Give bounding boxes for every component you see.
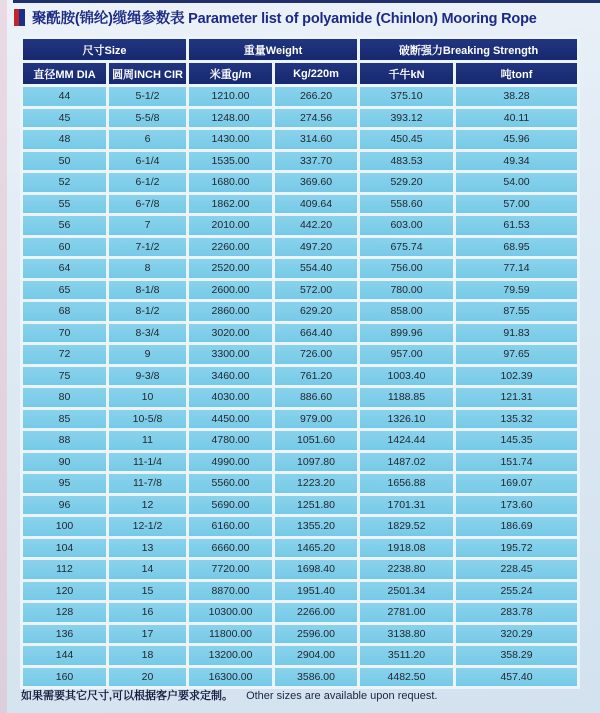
table-cell: 54.00	[456, 173, 577, 192]
table-cell: 756.00	[360, 259, 453, 278]
footer-note	[21, 687, 590, 703]
table-cell: 61.53	[456, 216, 577, 235]
table-cell: 91.83	[456, 324, 577, 343]
table-cell: 2501.34	[360, 582, 453, 601]
table-cell: 2260.00	[189, 238, 272, 257]
table-cell: 45.96	[456, 130, 577, 149]
table-cell: 497.20	[275, 238, 357, 257]
table-cell: 358.29	[456, 646, 577, 665]
rope-parameter-table	[20, 36, 580, 689]
table-cell: 558.60	[360, 195, 453, 214]
table-cell: 173.60	[456, 496, 577, 515]
table-row	[23, 302, 577, 321]
table-cell: 68.95	[456, 238, 577, 257]
table-cell: 88	[23, 431, 106, 450]
table-cell: 60	[23, 238, 106, 257]
table-cell: 899.96	[360, 324, 453, 343]
table-cell: 337.70	[275, 152, 357, 171]
table-row	[23, 216, 577, 235]
table-cell: 266.20	[275, 87, 357, 106]
table-cell: 68	[23, 302, 106, 321]
table-cell: 6-1/4	[109, 152, 186, 171]
table-cell: 1680.00	[189, 173, 272, 192]
table-row	[23, 388, 577, 407]
table-cell: 95	[23, 474, 106, 493]
column-header-cell: 千牛kN	[360, 63, 453, 84]
table-cell: 104	[23, 539, 106, 558]
table-cell: 1535.00	[189, 152, 272, 171]
table-row	[23, 539, 577, 558]
table-cell: 664.40	[275, 324, 357, 343]
table-cell: 4030.00	[189, 388, 272, 407]
table-cell: 5-5/8	[109, 109, 186, 128]
table-cell: 11800.00	[189, 625, 272, 644]
table-cell: 75	[23, 367, 106, 386]
table-row	[23, 646, 577, 665]
table-cell: 8-1/8	[109, 281, 186, 300]
table-cell: 2238.80	[360, 560, 453, 579]
table-cell: 483.53	[360, 152, 453, 171]
table-cell: 2904.00	[275, 646, 357, 665]
table-cell: 11-7/8	[109, 474, 186, 493]
table-cell: 1656.88	[360, 474, 453, 493]
table-cell: 57.00	[456, 195, 577, 214]
table-row	[23, 410, 577, 429]
table-cell: 726.00	[275, 345, 357, 364]
table-cell: 979.00	[275, 410, 357, 429]
table-cell: 160	[23, 668, 106, 687]
table-cell: 3511.20	[360, 646, 453, 665]
table-cell: 4482.50	[360, 668, 453, 687]
table-cell: 442.20	[275, 216, 357, 235]
table-cell: 8-3/4	[109, 324, 186, 343]
table-row	[23, 281, 577, 300]
table-cell: 6	[109, 130, 186, 149]
table-cell: 1051.60	[275, 431, 357, 450]
table-row	[23, 560, 577, 579]
table-cell: 10	[109, 388, 186, 407]
table-cell: 8-1/2	[109, 302, 186, 321]
table-cell: 283.78	[456, 603, 577, 622]
table-cell: 529.20	[360, 173, 453, 192]
table-cell: 274.56	[275, 109, 357, 128]
table-cell: 675.74	[360, 238, 453, 257]
table-cell: 1248.00	[189, 109, 272, 128]
table-cell: 1951.40	[275, 582, 357, 601]
page-title	[32, 7, 537, 28]
table-cell: 50	[23, 152, 106, 171]
table-cell: 2781.00	[360, 603, 453, 622]
table-cell: 8870.00	[189, 582, 272, 601]
table-cell: 45	[23, 109, 106, 128]
column-header-row	[23, 63, 577, 84]
title-marker-icon	[14, 9, 25, 26]
table-row	[23, 173, 577, 192]
table-cell: 18	[109, 646, 186, 665]
table-cell: 2266.00	[275, 603, 357, 622]
table-cell: 14	[109, 560, 186, 579]
column-header-cell: 圆周INCH CIR	[109, 63, 186, 84]
table-cell: 120	[23, 582, 106, 601]
table-cell: 6660.00	[189, 539, 272, 558]
group-header-cell: 重量Weight	[189, 39, 357, 60]
table-cell: 97.65	[456, 345, 577, 364]
table-row	[23, 238, 577, 257]
table-cell: 1487.02	[360, 453, 453, 472]
table-row	[23, 345, 577, 364]
table-cell: 9	[109, 345, 186, 364]
table-cell: 96	[23, 496, 106, 515]
table-row	[23, 453, 577, 472]
footer-note-en: Other sizes are available upon request.	[246, 690, 438, 702]
page-top-rule	[13, 0, 600, 3]
table-cell: 20	[109, 668, 186, 687]
table-cell: 13	[109, 539, 186, 558]
column-header-cell: 直径MM DIA	[23, 63, 106, 84]
table-cell: 136	[23, 625, 106, 644]
table-cell: 49.34	[456, 152, 577, 171]
table-cell: 85	[23, 410, 106, 429]
table-cell: 145.35	[456, 431, 577, 450]
table-cell: 3138.80	[360, 625, 453, 644]
table-cell: 369.60	[275, 173, 357, 192]
table-row	[23, 367, 577, 386]
column-header-cell: Kg/220m	[275, 63, 357, 84]
footer-note-zh: 如果需要其它尺寸,可以根据客户要求定制。	[21, 690, 234, 702]
table-row	[23, 195, 577, 214]
table-row	[23, 496, 577, 515]
table-cell: 90	[23, 453, 106, 472]
table-cell: 38.28	[456, 87, 577, 106]
table-cell: 1188.85	[360, 388, 453, 407]
table-cell: 7-1/2	[109, 238, 186, 257]
table-row	[23, 109, 577, 128]
table-row	[23, 474, 577, 493]
table-cell: 12	[109, 496, 186, 515]
group-header-cell: 尺寸Size	[23, 39, 186, 60]
table-cell: 1862.00	[189, 195, 272, 214]
table-cell: 554.40	[275, 259, 357, 278]
table-cell: 2860.00	[189, 302, 272, 321]
column-header-cell: 吨tonf	[456, 63, 577, 84]
column-header-cell: 米重g/m	[189, 63, 272, 84]
table-cell: 255.24	[456, 582, 577, 601]
table-cell: 135.32	[456, 410, 577, 429]
table-cell: 3586.00	[275, 668, 357, 687]
table-cell: 6160.00	[189, 517, 272, 536]
table-cell: 12-1/2	[109, 517, 186, 536]
table-cell: 1698.40	[275, 560, 357, 579]
table-cell: 761.20	[275, 367, 357, 386]
table-cell: 70	[23, 324, 106, 343]
table-cell: 10300.00	[189, 603, 272, 622]
table-cell: 2010.00	[189, 216, 272, 235]
table-row	[23, 668, 577, 687]
table-cell: 1424.44	[360, 431, 453, 450]
table-cell: 2596.00	[275, 625, 357, 644]
table-cell: 603.00	[360, 216, 453, 235]
table-cell: 450.45	[360, 130, 453, 149]
table-cell: 100	[23, 517, 106, 536]
group-header-cell: 破断强力Breaking Strength	[360, 39, 577, 60]
table-cell: 112	[23, 560, 106, 579]
table-cell: 1701.31	[360, 496, 453, 515]
table-row	[23, 324, 577, 343]
table-cell: 151.74	[456, 453, 577, 472]
table-cell: 65	[23, 281, 106, 300]
table-cell: 48	[23, 130, 106, 149]
table-cell: 320.29	[456, 625, 577, 644]
table-cell: 144	[23, 646, 106, 665]
table-cell: 55	[23, 195, 106, 214]
table-cell: 64	[23, 259, 106, 278]
table-cell: 11-1/4	[109, 453, 186, 472]
table-cell: 121.31	[456, 388, 577, 407]
table-cell: 2520.00	[189, 259, 272, 278]
table-cell: 102.39	[456, 367, 577, 386]
table-cell: 10-5/8	[109, 410, 186, 429]
table-cell: 15	[109, 582, 186, 601]
table-cell: 314.60	[275, 130, 357, 149]
table-row	[23, 431, 577, 450]
table-row	[23, 625, 577, 644]
table-cell: 40.11	[456, 109, 577, 128]
table-cell: 128	[23, 603, 106, 622]
table-row	[23, 582, 577, 601]
table-cell: 195.72	[456, 539, 577, 558]
table-cell: 52	[23, 173, 106, 192]
table-cell: 79.59	[456, 281, 577, 300]
table-cell: 1251.80	[275, 496, 357, 515]
table-row	[23, 259, 577, 278]
table-cell: 3300.00	[189, 345, 272, 364]
table-cell: 186.69	[456, 517, 577, 536]
table-cell: 44	[23, 87, 106, 106]
table-cell: 72	[23, 345, 106, 364]
table-cell: 629.20	[275, 302, 357, 321]
table-cell: 780.00	[360, 281, 453, 300]
table-cell: 1097.80	[275, 453, 357, 472]
table-cell: 1223.20	[275, 474, 357, 493]
table-cell: 6-7/8	[109, 195, 186, 214]
table-cell: 56	[23, 216, 106, 235]
table-cell: 169.07	[456, 474, 577, 493]
table-cell: 1829.52	[360, 517, 453, 536]
table-cell: 1918.08	[360, 539, 453, 558]
table-cell: 8	[109, 259, 186, 278]
table-cell: 5560.00	[189, 474, 272, 493]
table-cell: 393.12	[360, 109, 453, 128]
table-cell: 1210.00	[189, 87, 272, 106]
table-cell: 11	[109, 431, 186, 450]
table-cell: 6-1/2	[109, 173, 186, 192]
table-cell: 457.40	[456, 668, 577, 687]
table-cell: 3020.00	[189, 324, 272, 343]
table-cell: 1003.40	[360, 367, 453, 386]
table-row	[23, 517, 577, 536]
group-header-row	[23, 39, 577, 60]
table-cell: 4990.00	[189, 453, 272, 472]
table-cell: 886.60	[275, 388, 357, 407]
table-header	[23, 39, 577, 84]
table-cell: 7720.00	[189, 560, 272, 579]
table-cell: 9-3/8	[109, 367, 186, 386]
table-cell: 3460.00	[189, 367, 272, 386]
table-cell: 4780.00	[189, 431, 272, 450]
table-cell: 17	[109, 625, 186, 644]
title-row	[14, 7, 594, 28]
table-cell: 7	[109, 216, 186, 235]
table-cell: 16	[109, 603, 186, 622]
table-cell: 1355.20	[275, 517, 357, 536]
table-cell: 2600.00	[189, 281, 272, 300]
table-cell: 572.00	[275, 281, 357, 300]
table-row	[23, 152, 577, 171]
table-cell: 957.00	[360, 345, 453, 364]
table-cell: 1430.00	[189, 130, 272, 149]
table-cell: 409.64	[275, 195, 357, 214]
page-left-edge	[0, 0, 7, 713]
table-cell: 77.14	[456, 259, 577, 278]
table-cell: 4450.00	[189, 410, 272, 429]
table-cell: 87.55	[456, 302, 577, 321]
table-row	[23, 87, 577, 106]
table-row	[23, 130, 577, 149]
page-title-en: Parameter list of polyamide (Chinlon) Mooring Rope	[188, 11, 537, 27]
table-cell: 13200.00	[189, 646, 272, 665]
table-cell: 1465.20	[275, 539, 357, 558]
table-body	[23, 87, 577, 686]
table-row	[23, 603, 577, 622]
table-cell: 16300.00	[189, 668, 272, 687]
table-cell: 1326.10	[360, 410, 453, 429]
table-cell: 228.45	[456, 560, 577, 579]
table-cell: 80	[23, 388, 106, 407]
table-cell: 5690.00	[189, 496, 272, 515]
page-title-zh: 聚酰胺(锦纶)缆绳参数表	[32, 11, 185, 27]
table-cell: 858.00	[360, 302, 453, 321]
table-cell: 5-1/2	[109, 87, 186, 106]
table-cell: 375.10	[360, 87, 453, 106]
